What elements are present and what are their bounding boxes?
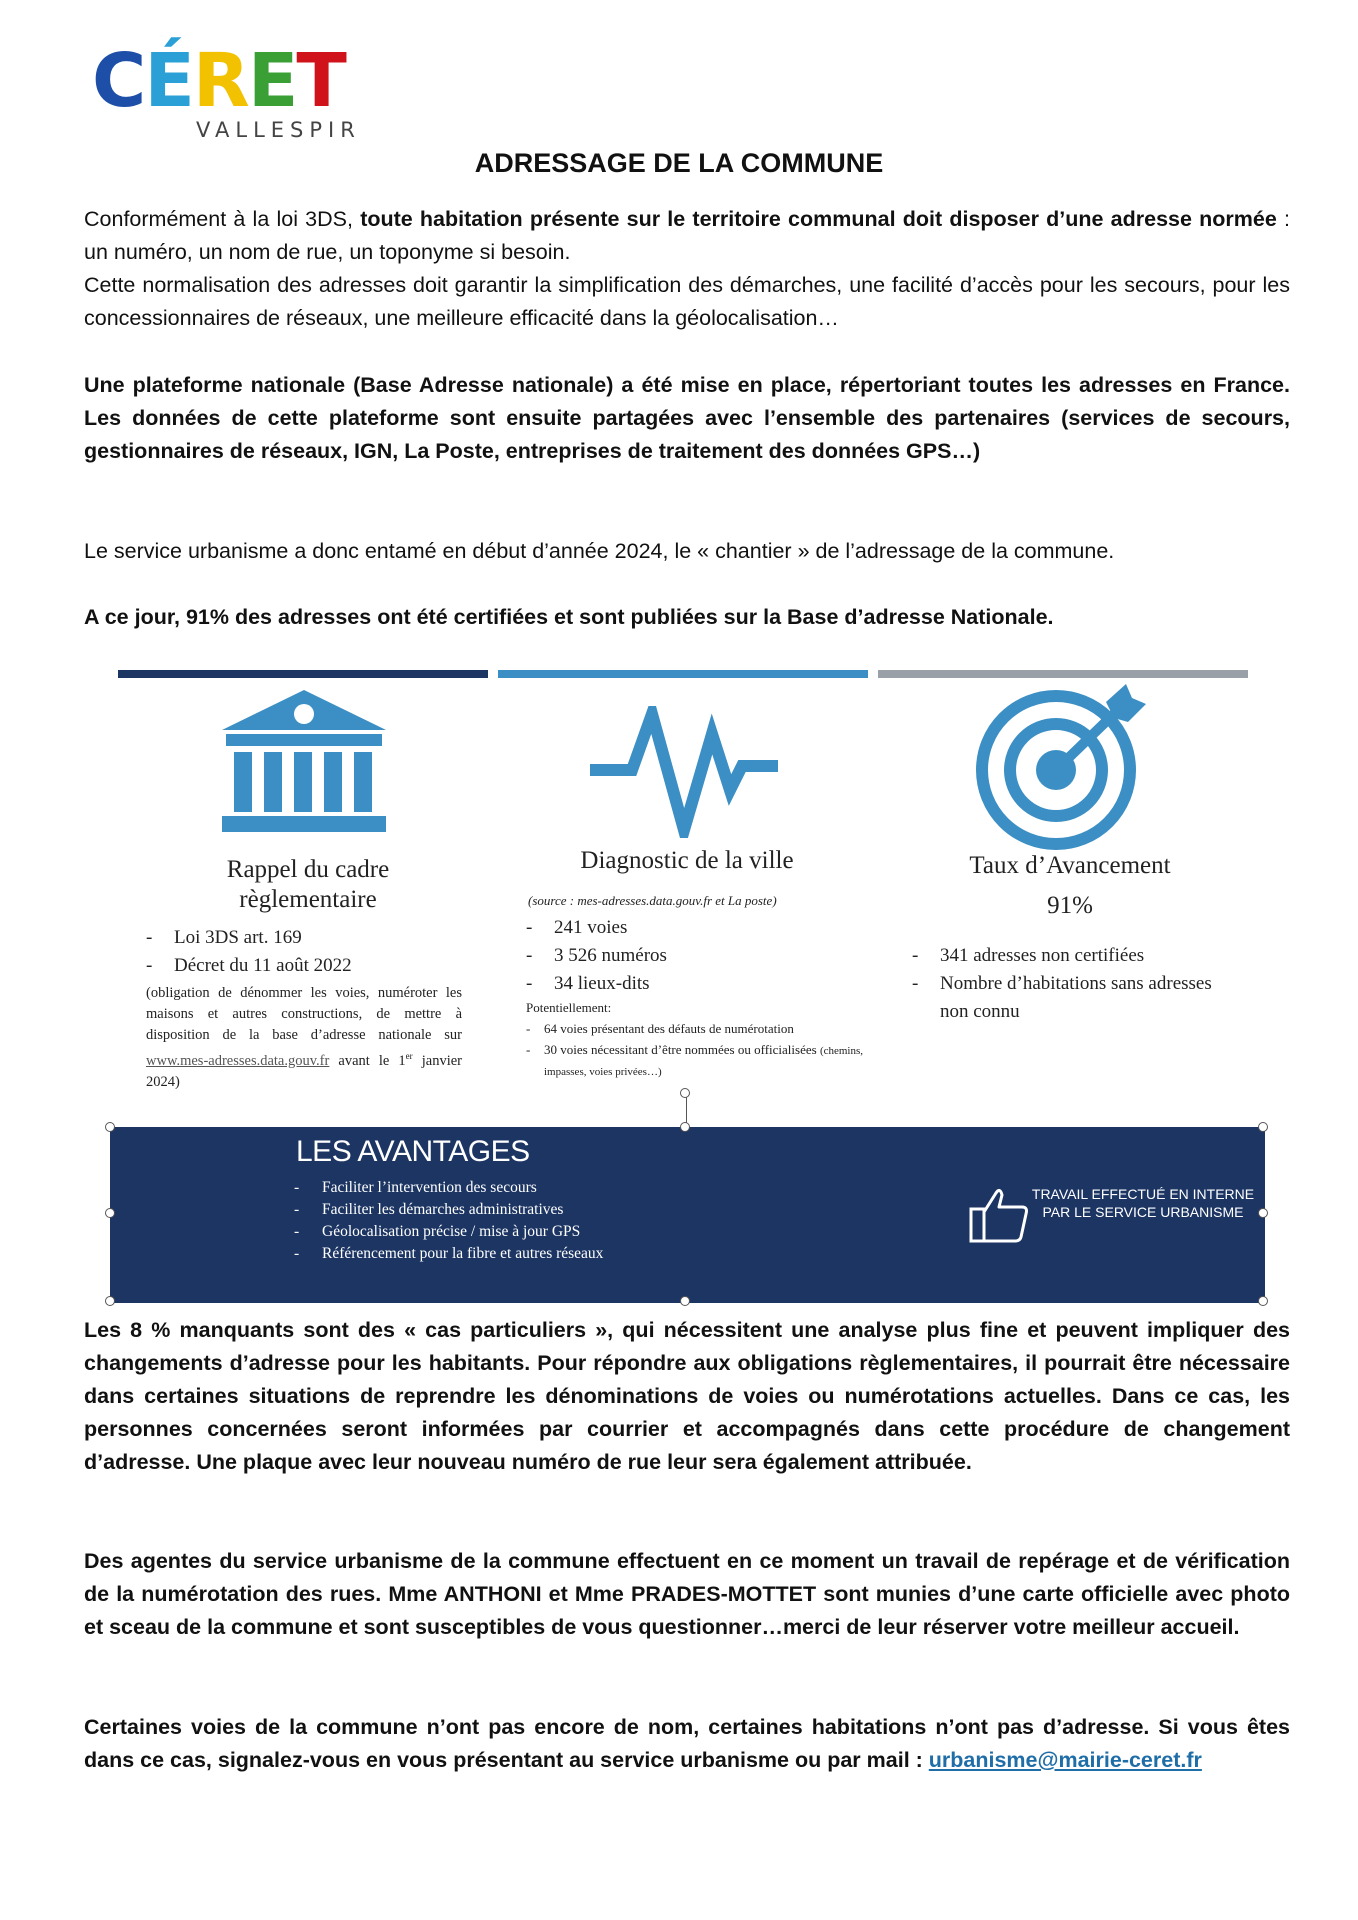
col1-list <box>146 924 466 980</box>
col3-top-bar <box>878 670 1248 678</box>
resize-handle-bottom-left[interactable] <box>105 1296 115 1306</box>
missing-cases-paragraph: Les 8 % manquants sont des « cas particuliers », qui nécessitent une analyse plus fine et peuvent impliquer des changements d’adresse pour les habitants. Pour répondre aux obligations règlementaires, il pourrait être nécessaire dans certaines situations de reprendre les dénominations de voies ou numérotations actuelles. Dans ce cas, les personnes concernées seront informées par courrier et accompagnés dans cette procédure de changement d’adresse. Une plaque avec leur nouveau numéro de rue leur sera également attribuée. <box>84 1318 1290 1474</box>
col2-item: - 241 voies <box>526 917 628 938</box>
col1-note-sup: er <box>405 1051 413 1061</box>
logo-letters <box>92 38 345 124</box>
heartbeat-icon <box>586 706 782 838</box>
col1-note <box>146 983 462 1093</box>
col2-item: - 34 lieux-dits <box>526 973 650 994</box>
resize-handle-bottom-right[interactable] <box>1258 1296 1268 1306</box>
target-icon <box>974 684 1146 850</box>
logo-letter-e-acute: É <box>144 38 193 124</box>
logo-letter-t: T <box>296 38 345 124</box>
col1-note-a: (obligation de dénommer les voies, numéroter les maisons et autres constructions, de mettre à disposition de la base d’adresse nationale sur <box>146 985 462 1043</box>
col1-item-text: Loi 3DS art. 169 <box>174 927 302 948</box>
col1-note-link[interactable]: www.mes-adresses.data.gouv.fr <box>146 1052 330 1069</box>
rotate-handle[interactable] <box>680 1088 690 1098</box>
page-title: ADRESSAGE DE LA COMMUNE <box>474 148 884 178</box>
col2-pot-text-main: 30 voies nécessitant d’être nommées ou officialisées <box>544 1042 817 1057</box>
advantages-heading: LES AVANTAGES <box>296 1135 530 1168</box>
col3-item-text: 341 adresses non certifiées <box>940 945 1145 966</box>
col3-item: - 341 adresses non certifiées <box>912 942 1242 970</box>
resize-handle-top-right[interactable] <box>1258 1122 1268 1132</box>
contact-text: Certaines voies de la commune n’ont pas encore de nom, certaines habitations n’ont pas d’adresse. Si vous êtes dans ce cas, signalez-vous en vous présentant au service urbanisme ou par mail : <box>84 1715 1290 1772</box>
ceret-logo <box>92 36 362 144</box>
col2-item: - 3 526 numéros <box>526 945 667 966</box>
platform-paragraph: Une plateforme nationale (Base Adresse nationale) a été mise en place, répertoriant toutes les adresses en France. Les données de cette plateforme sont ensuite partagées avec l’ensemble des partenaires (services de secours, gestionnaires de réseaux, IGN, La Poste, entreprises de traitement des données GPS…) <box>84 373 1290 463</box>
col2-item-text: 3 526 numéros <box>554 945 667 966</box>
intro-text-d: Cette normalisation des adresses doit garantir la simplification des démarches, une facilité d’accès pour les secours, pour les concessionnaires de réseaux, une meilleure efficacité dans la géolocalisation… <box>84 273 1290 330</box>
col1-item: - Décret du 11 août 2022 <box>146 955 352 976</box>
bank-icon <box>212 686 396 838</box>
col2-list <box>526 914 856 998</box>
advantage-item: - Faciliter les démarches administratives <box>294 1199 603 1221</box>
intro-text-c: : un numéro, un nom de rue, un toponyme si besoin. <box>84 207 1291 264</box>
col3-list <box>912 942 1242 1026</box>
col1-item-text: Décret du 11 août 2022 <box>174 955 352 976</box>
col2-source: (source : mes-adresses.data.gouv.fr et La poste) <box>528 893 777 908</box>
col1-top-bar <box>118 670 488 678</box>
logo-subtitle: VALLESPIR <box>196 118 361 142</box>
resize-handle-top[interactable] <box>680 1122 690 1132</box>
col3-title: Taux d’Avancement <box>969 852 1171 879</box>
col1-note-c: janvier 2024) <box>146 1052 462 1090</box>
col2-pot-text <box>544 1040 866 1082</box>
col3-item-text: Nombre d’habitations sans adresses non connu <box>940 973 1212 1022</box>
resize-handle-bottom[interactable] <box>680 1296 690 1306</box>
col2-pot-item: - 30 voies nécessitant d’être nommées ou officialisées (chemins, impasses, voies privées…) <box>526 1040 866 1082</box>
intro-paragraph <box>84 203 1290 335</box>
col3-item: - Nombre d’habitations sans adresses non connu <box>912 970 1242 1026</box>
col1-note-b: avant le 1 <box>329 1052 406 1069</box>
logo-letter-e: E <box>247 38 297 124</box>
resize-handle-left[interactable] <box>105 1208 115 1218</box>
col2-pot-label: Potentiellement: <box>526 1000 612 1015</box>
resize-handle-right[interactable] <box>1258 1208 1268 1218</box>
advantages-list <box>294 1177 603 1265</box>
col3-percent: 91% <box>1047 892 1093 919</box>
progress-paragraph: A ce jour, 91% des adresses ont été certifiées et sont publiées sur la Base d’adresse Nationale. <box>84 605 1054 629</box>
advantage-item: - Référencement pour la fibre et autres réseaux <box>294 1243 603 1265</box>
col2-item-text: 34 lieux-dits <box>554 973 650 994</box>
col2-pot-text: 64 voies présentant des défauts de numérotation <box>544 1021 794 1036</box>
intro-text-bold: toute habitation présente sur le territoire communal doit disposer d’une adresse normée <box>360 207 1277 231</box>
col2-item-text: 241 voies <box>554 917 628 938</box>
col2-top-bar <box>498 670 868 678</box>
resize-handle-top-left[interactable] <box>105 1122 115 1132</box>
agents-paragraph: Des agentes du service urbanisme de la commune effectuent en ce moment un travail de repérage et de vérification de la numérotation des rues. Mme ANTHONI et Mme PRADES-MOTTET sont munies d’une carte officielle avec photo et sceau de la commune et sont susceptibles de vous questionner…merci de leur réserver votre meilleur accueil. <box>84 1549 1290 1639</box>
internal-work-note <box>1028 1185 1258 1221</box>
contact-paragraph <box>84 1711 1290 1777</box>
logo-letter-c: C <box>92 38 145 124</box>
advantage-item: - Géolocalisation précise / mise à jour GPS <box>294 1221 603 1243</box>
col2-pot-item: - 64 voies présentant des défauts de numérotation <box>526 1021 794 1036</box>
logo-letter-r: R <box>192 38 248 124</box>
service-paragraph: Le service urbanisme a donc entamé en début d’année 2024, le « chantier » de l’adressage de la commune. <box>84 539 1115 563</box>
col1-item: - Loi 3DS art. 169 <box>146 927 302 948</box>
advantage-item: - Faciliter l’intervention des secours <box>294 1177 603 1199</box>
col2-title: Diagnostic de la ville <box>580 847 794 874</box>
col2-potentially <box>526 998 866 1082</box>
contact-email-link[interactable]: urbanisme@mairie-ceret.fr <box>928 1748 1202 1772</box>
col2-pot-small: (chemins, impasses, voies privées…) <box>544 1045 864 1078</box>
advantages-banner <box>110 1127 1265 1303</box>
internal-work-line1: TRAVAIL EFFECTUÉ EN INTERNE <box>1031 1186 1255 1202</box>
intro-text-a: Conformément à la loi 3DS, <box>84 207 361 231</box>
col1-title: Rappel du cadre règlementaire <box>226 856 390 913</box>
internal-work-line2: PAR LE SERVICE URBANISME <box>1042 1204 1244 1220</box>
thumbs-up-icon <box>968 1185 1032 1245</box>
